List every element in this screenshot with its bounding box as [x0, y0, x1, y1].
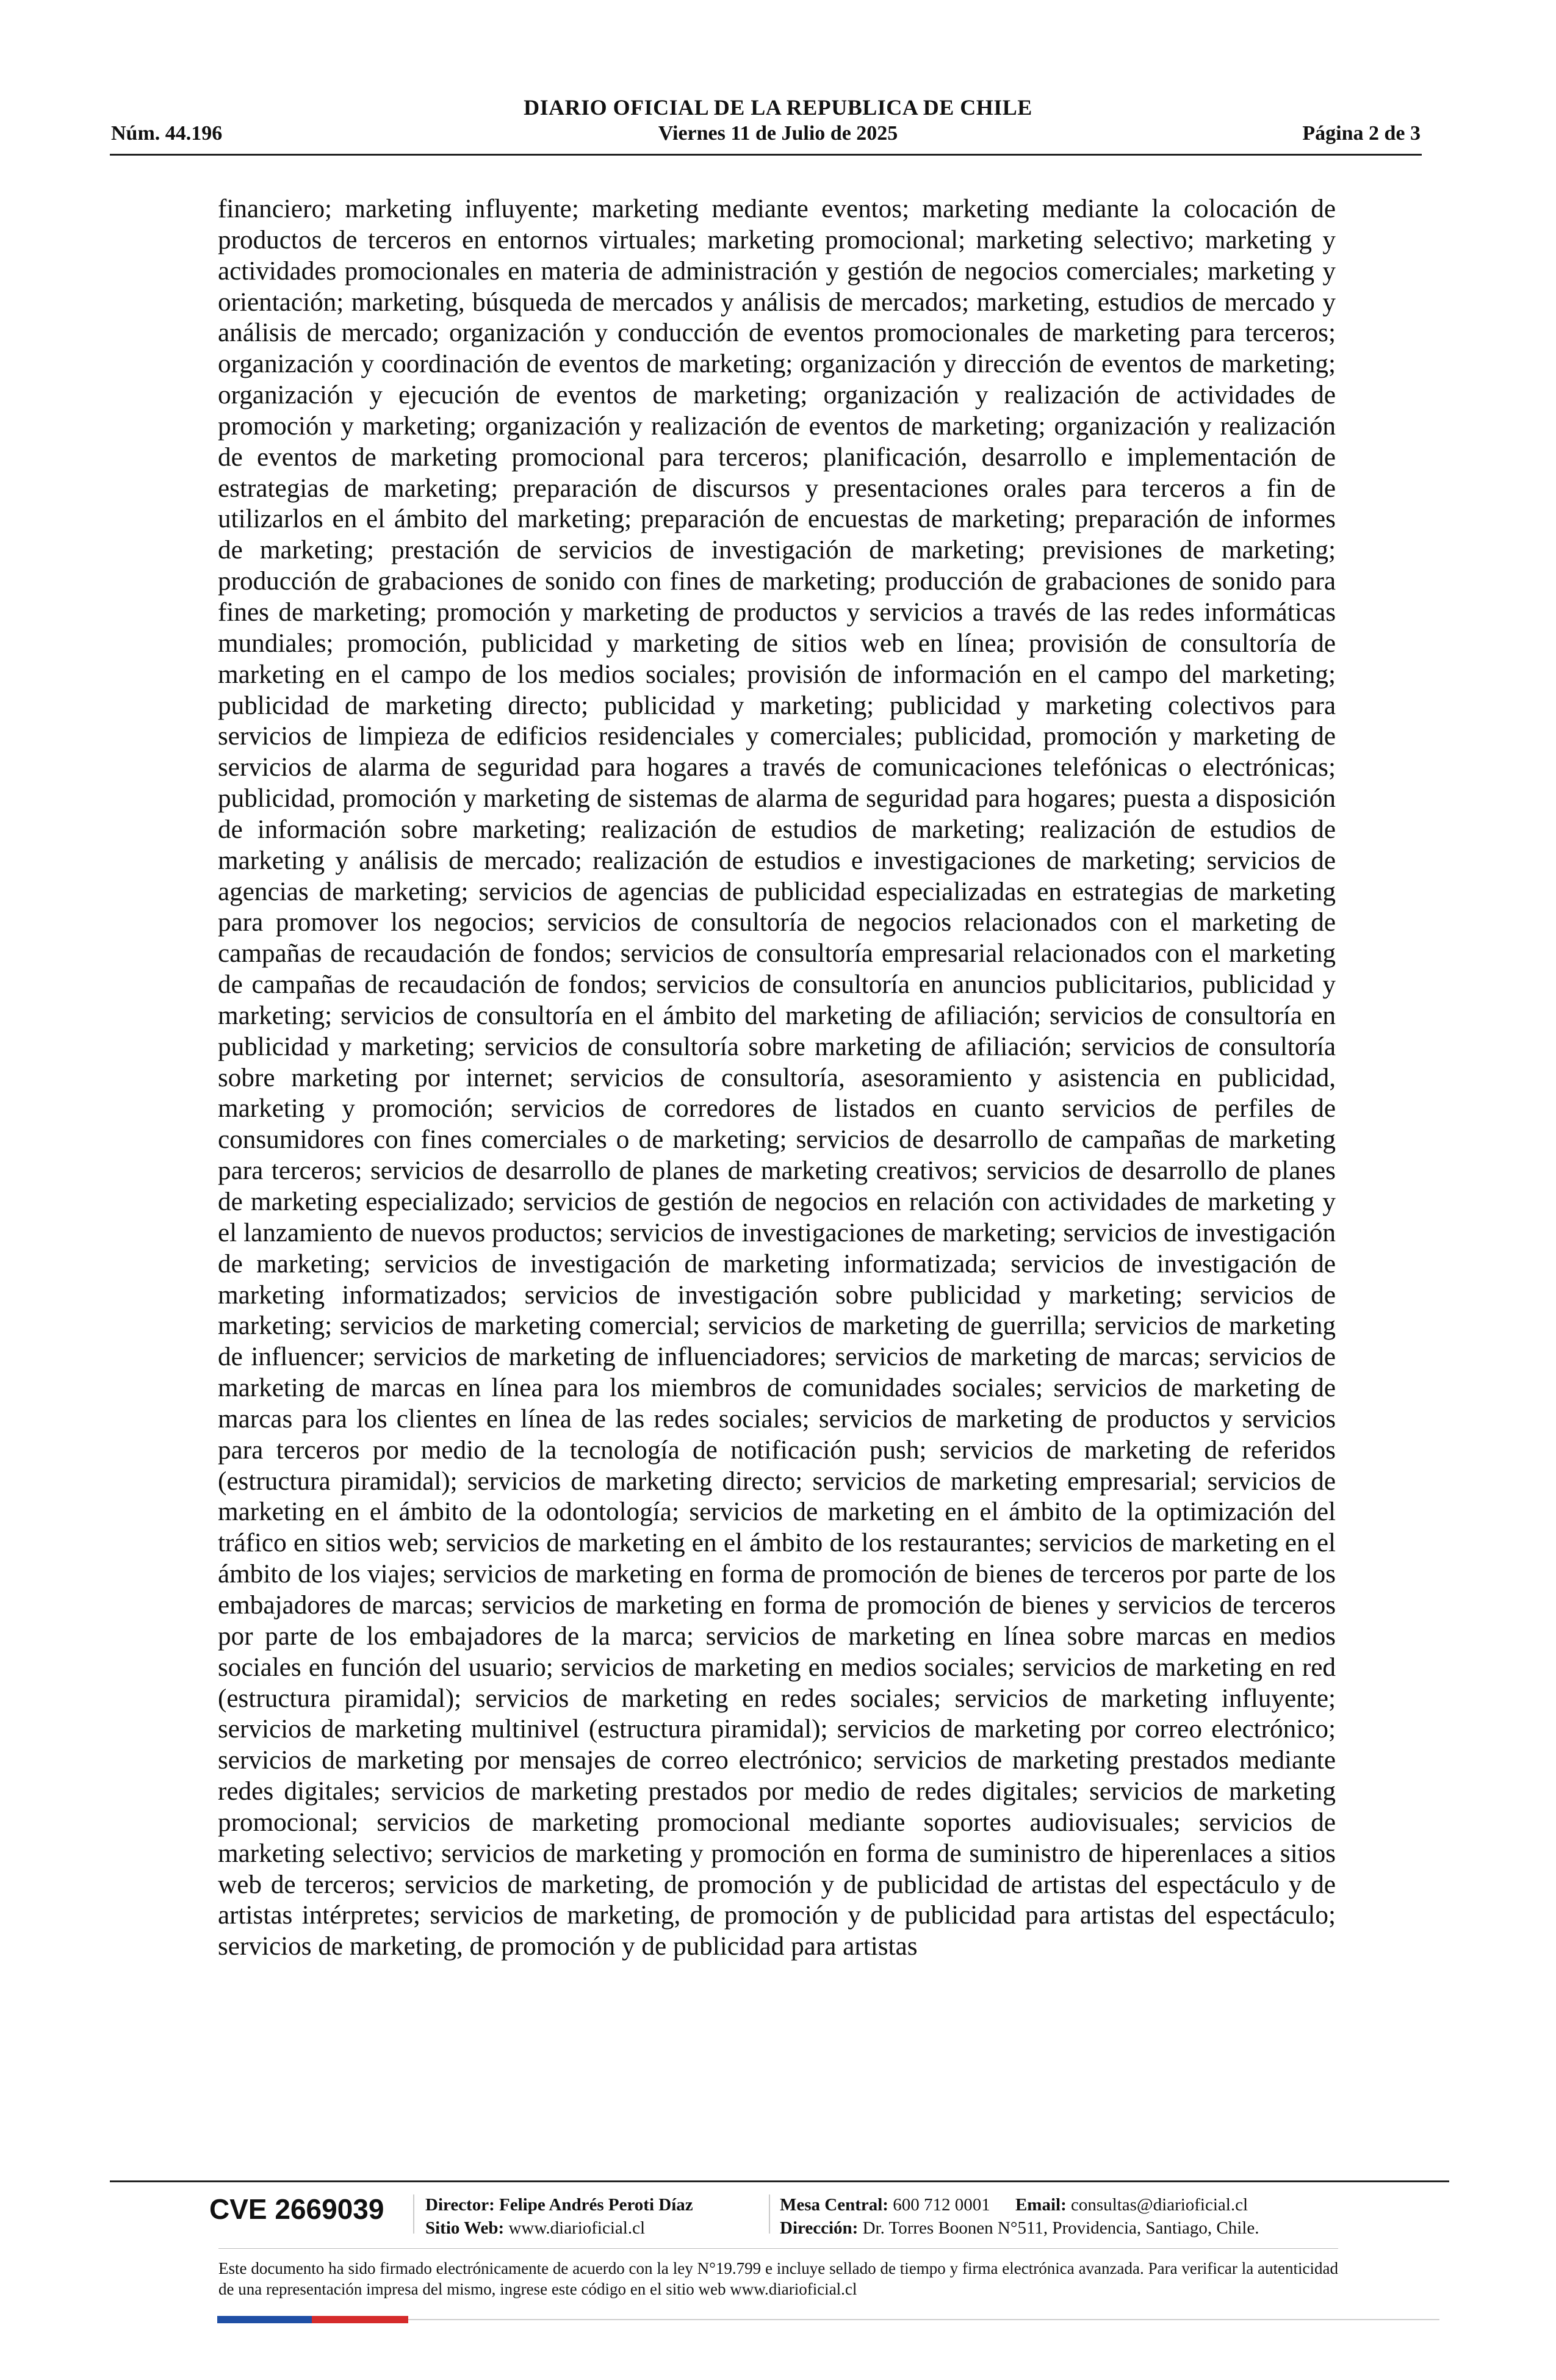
mesa-phone: 600 712 0001 — [893, 2195, 990, 2215]
footer-thin-divider — [218, 2248, 1338, 2249]
cve-code: CVE 2669039 — [209, 2193, 384, 2225]
flag-stripe-red — [312, 2316, 408, 2323]
flag-stripe-line — [408, 2319, 1439, 2320]
mesa-label: Mesa Central: — [780, 2195, 888, 2215]
publication-title: DIARIO OFICIAL DE LA REPUBLICA DE CHILE — [524, 95, 1032, 120]
director-line — [425, 2193, 693, 2216]
body-paragraph: financiero; marketing influyente; marketing mediante eventos; marketing mediante la colocación de productos de terceros en entornos virtuales; marketing promocional; marketing selectivo; marketing y actividades promocionales en materia de administración y gestión de negocios comerciales; marketing y orientación; marketing, búsqueda de mercados y análisis de mercados; marketing, estudios de mercado y análisis de mercado; organización y conducción de eventos promocionales de marketing para terceros; organización y coordinación de eventos de marketing; organización y dirección de eventos de marketing; organización y ejecución de eventos de marketing; organización y realización de actividades de promoción y marketing; organización y realización de eventos de marketing; organización y realización de eventos de marketing promocional para terceros; planificación, desarrollo e implementación de estrategias de marketing; preparación de discursos y presentaciones orales para terceros a fin de utilizarlos en el ámbito del marketing; preparación de encuestas de marketing; preparación de informes de marketing; prestación de servicios de investigación de marketing; previsiones de marketing; producción de grabaciones de sonido con fines de marketing; producción de grabaciones de sonido para fines de marketing; promoción y marketing de productos y servicios a través de las redes informáticas mundiales; promoción, publicidad y marketing de sitios web en línea; provisión de consultoría de marketing en el campo de los medios sociales; provisión de información en el campo del marketing; publicidad de marketing directo; publicidad y marketing; publicidad y marketing colectivos para servicios de limpieza de edificios residenciales y comerciales; publicidad, promoción y marketing de servicios de alarma de seguridad para hogares a través de comunicaciones telefónicas o electrónicas; publicidad, promoción y marketing de sistemas de alarma de seguridad para hogares; puesta a disposición de información sobre marketing; realización de estudios de marketing; realización de estudios de marketing y análisis de mercado; realización de estudios e investigaciones de marketing; servicios de agencias de marketing; servicios de agencias de publicidad especializadas en estrategias de marketing para promover los negocios; servicios de consultoría de negocios relacionados con el marketing de campañas de recaudación de fondos; servicios de consultoría empresarial relacionados con el marketing de campañas de recaudación de fondos; servicios de consultoría en anuncios publicitarios, publicidad y marketing; servicios de consultoría en el ámbito del marketing de afiliación; servicios de consultoría en publicidad y marketing; servicios de consultoría sobre marketing de afiliación; servicios de consultoría sobre marketing por internet; servicios de consultoría, asesoramiento y asistencia en publicidad, marketing y promoción; servicios de corredores de listados en cuanto servicios de perfiles de consumidores con fines comerciales o de marketing; servicios de desarrollo de campañas de marketing para terceros; servicios de desarrollo de planes de marketing creativos; servicios de desarrollo de planes de marketing especializado; servicios de gestión de negocios en relación con actividades de marketing y el lanzamiento de nuevos productos; servicios de investigaciones de marketing; servicios de investigación de marketing; servicios de investigación de marketing informatizada; servicios de investigación de marketing informatizados; servicios de investigación sobre publicidad y marketing; servicios de marketing; servicios de marketing comercial; servicios de marketing de guerrilla; servicios de marketing de influencer; servicios de marketing de influenciadores; servicios de marketing de marcas; servicios de marketing de marcas en línea para los miembros de comunidades sociales; servicios de marketing de marcas para los clientes en línea de las redes sociales; servicios de marketing de productos y servicios para terceros por medio de la tecnología de notificación push; servicios de marketing de referidos (estructura piramidal); servicios de marketing directo; servicios de marketing empresarial; servicios de marketing en el ámbito de la odontología; servicios de marketing en el ámbito de la optimización del tráfico en sitios web; servicios de marketing en el ámbito de los restaurantes; servicios de marketing en el ámbito de los viajes; servicios de marketing en forma de promoción de bienes de terceros por parte de los embajadores de marcas; servicios de marketing en forma de promoción de bienes y servicios de terceros por parte de los embajadores de la marca; servicios de marketing en línea sobre marcas en medios sociales en función del usuario; servicios de marketing en medios sociales; servicios de marketing en red (estructura piramidal); servicios de marketing en redes sociales; servicios de marketing influyente; servicios de marketing multinivel (estructura piramidal); servicios de marketing por correo electrónico; servicios de marketing por mensajes de correo electrónico; servicios de marketing prestados mediante redes digitales; servicios de marketing prestados por medio de redes digitales; servicios de marketing promocional; servicios de marketing promocional mediante soportes audiovisuales; servicios de marketing selectivo; servicios de marketing y promoción en forma de suministro de hiperenlaces a sitios web de terceros; servicios de marketing, de promoción y de publicidad de artistas del espectáculo y de artistas intérpretes; servicios de marketing, de promoción y de publicidad para artistas del espectáculo; servicios de marketing, de promoción y de publicidad para artistas — [218, 195, 1336, 1961]
legal-notice: Este documento ha sido firmado electrónicamente de acuerdo con la ley N°19.799 e incluye sellado de tiempo y firma electrónica avanzada. Para verificar la autenticidad de una representación impresa del mismo, ingrese este código en el sitio web www.diarioficial.cl — [218, 2259, 1338, 2298]
address-line — [780, 2216, 1259, 2240]
footer-divider — [110, 2180, 1449, 2182]
director-name: Felipe Andrés Peroti Díaz — [499, 2195, 693, 2215]
contact-line — [780, 2193, 1259, 2216]
page-indicator: Página 2 de 3 — [1302, 122, 1421, 145]
website-link[interactable]: www.diarioficial.cl — [508, 2218, 646, 2238]
website-line — [425, 2216, 693, 2240]
website-label: Sitio Web: — [425, 2218, 505, 2238]
address-label: Dirección: — [780, 2218, 859, 2238]
publication-date: Viernes 11 de Julio de 2025 — [658, 122, 898, 145]
address-value: Dr. Torres Boonen N°511, Providencia, Santiago, Chile. — [862, 2218, 1259, 2238]
flag-stripe-blue — [217, 2316, 312, 2323]
director-label: Director: — [425, 2195, 495, 2215]
issue-number: Núm. 44.196 — [111, 122, 223, 145]
footer-separator — [413, 2194, 414, 2234]
footer-separator — [769, 2194, 770, 2234]
email-label: Email: — [1015, 2195, 1067, 2215]
footer-contact-block — [780, 2193, 1259, 2240]
footer-director-block — [425, 2193, 693, 2240]
header-divider — [110, 154, 1422, 156]
email-link[interactable]: consultas@diarioficial.cl — [1071, 2195, 1248, 2215]
